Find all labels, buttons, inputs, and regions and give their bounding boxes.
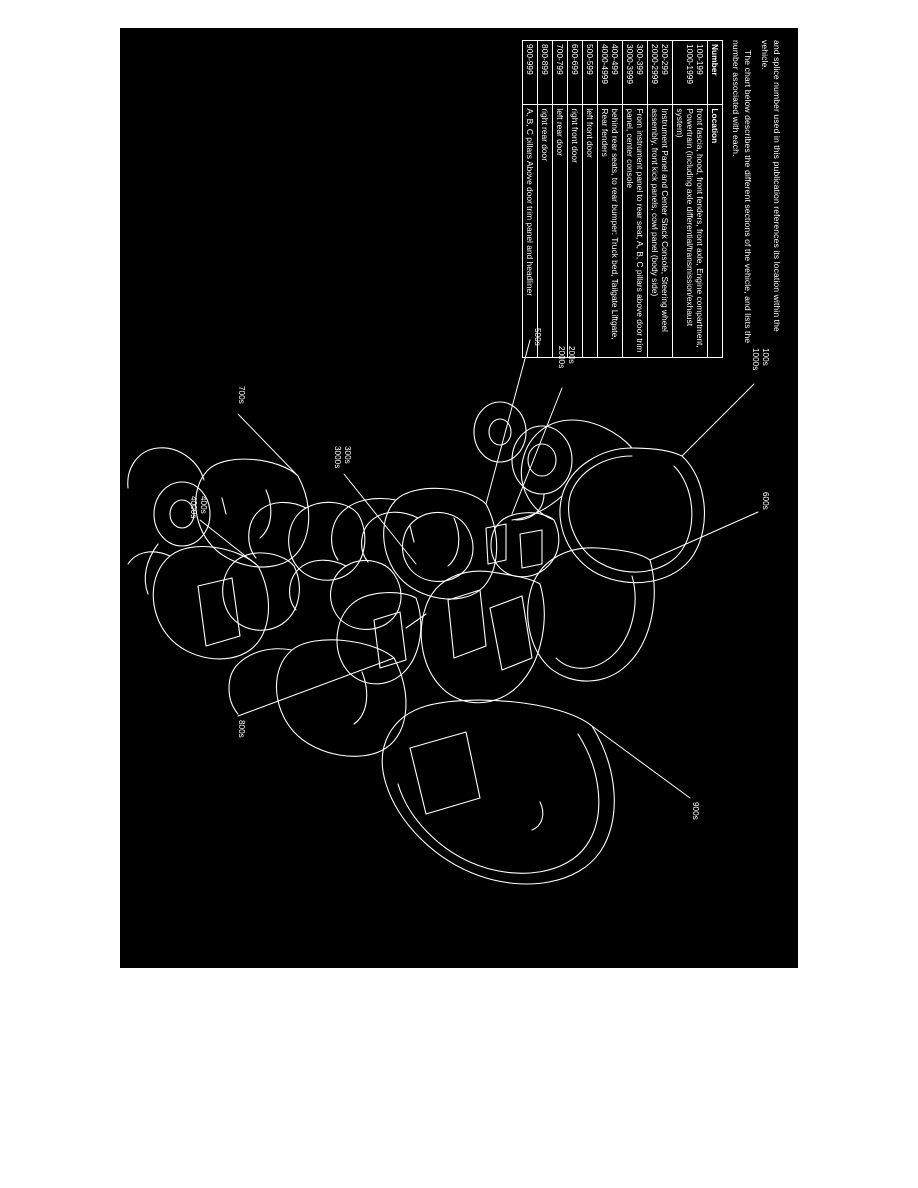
- cell-number: 600-699: [568, 41, 583, 105]
- intro-paragraph-2: The chart below describes the different sections of the vehicle, and lists the number associated with each.: [731, 40, 753, 344]
- callout-500s: 500s: [533, 328, 542, 346]
- cell-location: front fascia, hood, front fenders, front axle, Engine compartment, Powertrain (including axle differential/transmission/exhaust system): [673, 105, 708, 358]
- callout-100s: 100s 1000s: [751, 348, 770, 371]
- cell-number: 400-499 4000-4999: [598, 41, 623, 105]
- table-row: [648, 41, 673, 358]
- callout-400s-4000s: 400s 4000s: [189, 496, 208, 519]
- table-row: [538, 41, 553, 358]
- column-header-location: Location: [708, 105, 723, 358]
- instrument-panel-assembly: [406, 571, 544, 703]
- cell-number: 700-799: [553, 41, 568, 105]
- right-front-door-panel: [229, 640, 406, 756]
- roof-headliner-panel: [382, 700, 614, 884]
- cell-number: 900-999: [523, 41, 538, 105]
- table-row: [568, 41, 583, 358]
- callout-800s: 800s: [237, 720, 246, 738]
- column-header-number: Number: [708, 41, 723, 105]
- table-row: [598, 41, 623, 358]
- cell-number: 800-899: [538, 41, 553, 105]
- cell-location: left rear door: [553, 105, 568, 358]
- rear-bed-tailgate-assembly: [128, 547, 268, 659]
- cell-location: behind rear seats, to rear bumper: Truck bed, Tailgate Liftgate, Rear fenders: [598, 105, 623, 358]
- table-row: [523, 41, 538, 358]
- rotated-content-layer: [120, 28, 798, 968]
- leader-lines: [200, 340, 758, 798]
- cell-location: From instrument panel to rear seat, A, B, C pillars above door trim panel, center console: [623, 105, 648, 358]
- cell-location: right front door: [568, 105, 583, 358]
- rear-seat-assembly: [223, 502, 365, 630]
- cell-number: 300-399 3000-3999: [623, 41, 648, 105]
- callout-200s-2000s: 200s 2000s: [557, 346, 576, 369]
- intro-paragraph-1: and splice number used in this publication references its location within the vehicle.: [760, 40, 782, 332]
- table-row: [623, 41, 648, 358]
- figure-panel: [120, 28, 798, 968]
- callout-600s-top: 600s: [761, 492, 770, 510]
- cell-location: left front door: [583, 105, 598, 358]
- callout-700s: 700s: [237, 386, 246, 404]
- front-seat-right: [290, 560, 401, 629]
- cell-location: A, B, C pillars Above door trim panel and headliner: [523, 105, 538, 358]
- callout-300s-3000s: 300s 3000s: [333, 446, 352, 469]
- left-front-door-panel: [332, 488, 497, 599]
- cell-number: 500-599: [583, 41, 598, 105]
- cell-number: 100-199 1000-1999: [673, 41, 708, 105]
- intro-text-block: [724, 40, 782, 360]
- center-console: [337, 593, 421, 684]
- table-body: [523, 41, 708, 358]
- table-row: [583, 41, 598, 358]
- table-header-row: [708, 41, 723, 358]
- cell-location: Instrument Panel and Center Stack Console, Steering wheel assembly, front kick panels, cowl panel (body side): [648, 105, 673, 358]
- table-row: [673, 41, 708, 358]
- page-blank-area: [0, 968, 918, 1188]
- cell-number: 200-299 2000-2999: [648, 41, 673, 105]
- connector-number-location-chart: [522, 40, 723, 358]
- table-row: [553, 41, 568, 358]
- cell-location: right rear door: [538, 105, 553, 358]
- callout-900s-right: 900s: [691, 802, 700, 820]
- vehicle-exploded-diagram: [120, 328, 798, 968]
